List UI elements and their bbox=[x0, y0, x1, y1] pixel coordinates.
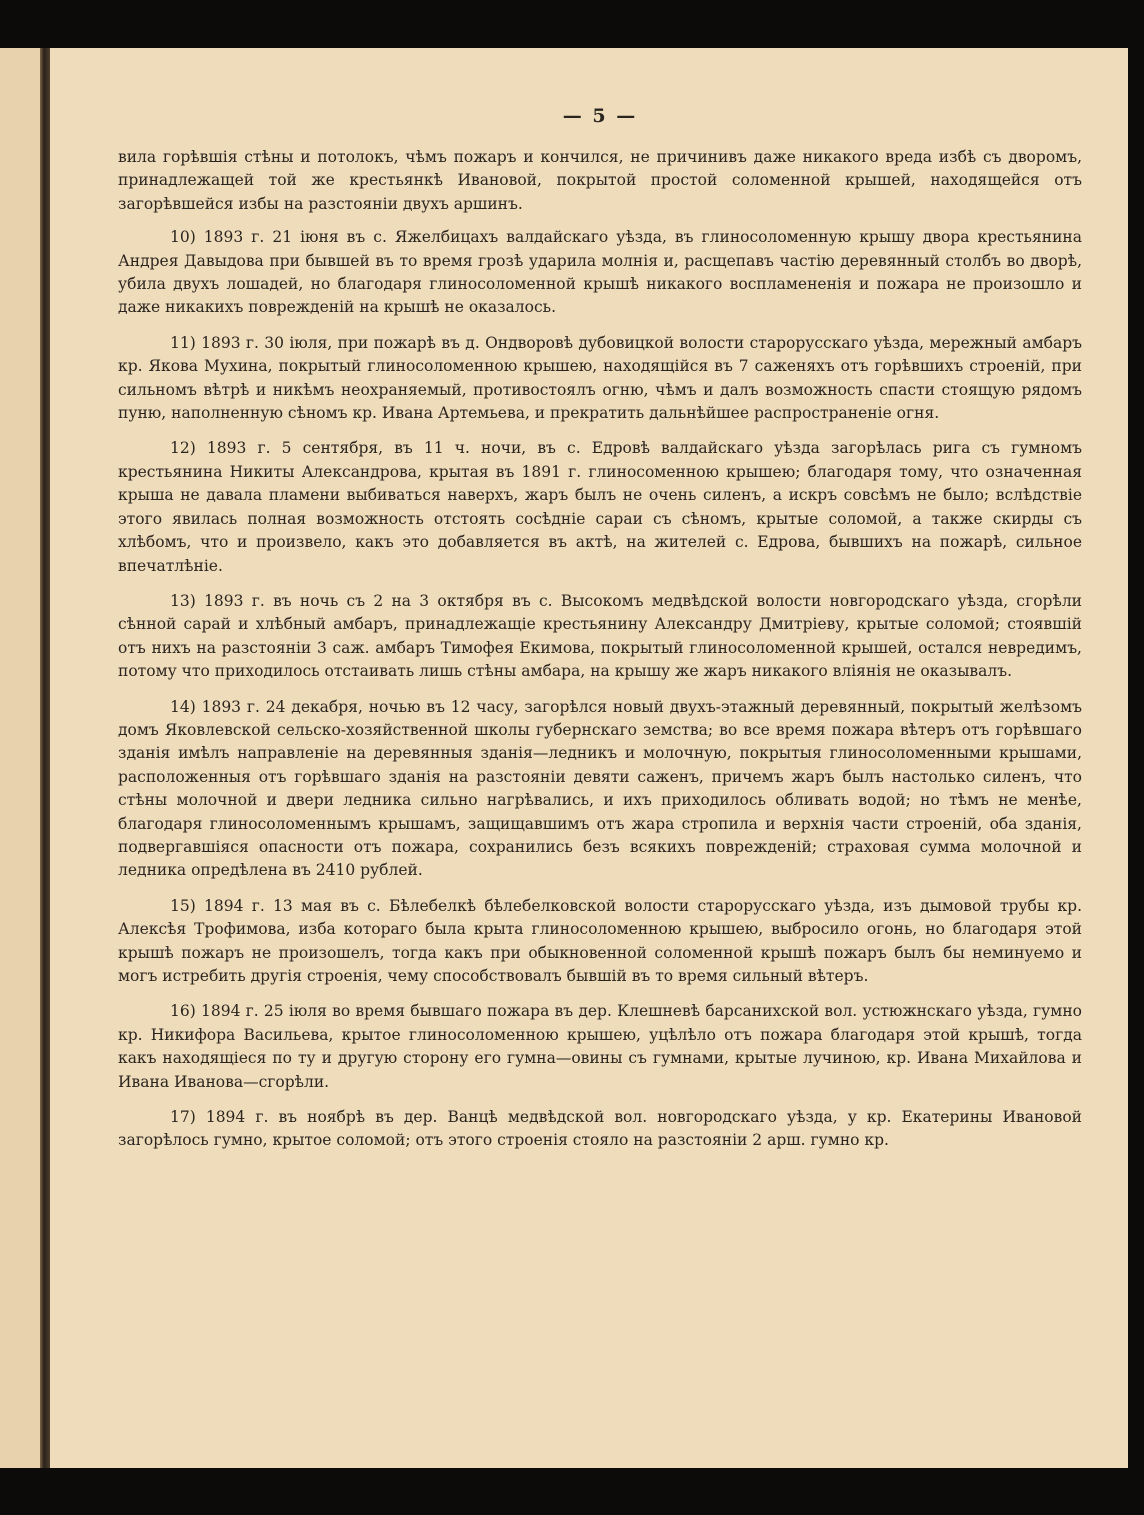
paragraph-item-13: 13) 1893 г. въ ночь съ 2 на 3 октября въ с. Высокомъ медвѣдской волости новгородскаго уѣзда, сгорѣли сѣнной сарай и хлѣбный амбаръ, принадлежащіе крестьянину Александру Дмитріеву, крытые соломой; стоявшій отъ нихъ на разстояніи 3 саж. амбаръ Тимофея Екимова, покрытый глиносоломенной крышей, остался невредимъ, потому что приходилось отстаивать лишь стѣны амбара, на крышу же жаръ никакого вліянія не оказывалъ. bbox=[118, 591, 1082, 681]
paragraph-item-14: 14) 1893 г. 24 декабря, ночью въ 12 часу, загорѣлся новый двухъ-этажный деревянный, покрытый желѣзомъ домъ Яковлевской сельско-хозяйственной школы губернскаго земства; во все время пожара вѣтеръ отъ горѣвшаго зданія имѣлъ направленіе на деревянныя зданія—ледникъ и молочную, покрытыя глиносоломенными крышами, расположенныя отъ горѣвшаго зданія на разстояніи девяти саженъ, причемъ жаръ былъ настолько силенъ, что стѣны молочной и двери ледника сильно нагрѣвались, и ихъ приходилось обливать водой; но тѣмъ не менѣе, благодаря глиносоломеннымъ крышамъ, защищавшимъ отъ жара стропила и верхнія части строеній, оба зданія, подвергавшіяся опасности отъ пожара, сохранились безъ всякихъ поврежденій; страховая сумма молочной и ледника опредѣлена въ 2410 рублей. bbox=[118, 697, 1082, 880]
paragraph-item-16: 16) 1894 г. 25 іюля во время бывшаго пожара въ дер. Клешневѣ барсанихской вол. устюжнскаго уѣзда, гумно кр. Никифора Васильева, крытое глиносоломенною крышею, уцѣлѣло отъ пожара благодаря этой крышѣ, тогда какъ находящіеся по ту и другую сторону его гумна—овины съ гумнами, крытые лучиною, кр. Ивана Михайлова и Ивана Иванова—сгорѣли. bbox=[118, 1002, 1082, 1091]
paragraph-item-10: 10) 1893 г. 21 іюня въ с. Яжелбицахъ валдайскаго уѣзда, въ глиносоломенную крышу двора крестьянина Андрея Давыдова при бывшей въ то время грозѣ ударила молнія и, расщепавъ частію деревянный столбъ во дворѣ, убила двухъ лошадей, но благодаря глиносоломенной крышѣ никакого воспламененія и пожара не произошло и даже никакихъ поврежденій на крышѣ не оказалось. bbox=[118, 228, 1082, 317]
paragraph-item-12: 12) 1893 г. 5 сентября, въ 11 ч. ночи, въ с. Едровѣ валдайскаго уѣзда загорѣлась рига съ гумномъ крестьянина Никиты Александрова, крытая въ 1891 г. глиносоменною крышею; благодаря тому, что означенная крыша не давала пламени выбиваться наверхъ, жаръ былъ не очень силенъ, а искръ совсѣмъ не было; вслѣдствіе этого явилась полная возможность отстоять сосѣдніе сараи съ сѣномъ, крытые соломой, а также скирды съ хлѣбомъ, что и произвело, какъ это добавляется въ актѣ, на жителей с. Едрова, бывшихъ на пожарѣ, сильное впечатлѣніе. bbox=[118, 439, 1082, 575]
book-page bbox=[50, 48, 1128, 1468]
adjacent-page-edge bbox=[0, 48, 40, 1468]
book-gutter bbox=[40, 48, 50, 1468]
paragraph-item-15: 15) 1894 г. 13 мая въ с. Бѣлебелкѣ бѣлебелковской волости старорусскаго уѣзда, изъ дымовой трубы кр. Алексѣя Трофимова, изба котораго была крыта глиносоломенною крышею, выбросило огонь, но благодаря этой крышѣ пожаръ не произошелъ, тогда какъ при обыкновенной соломенной крышѣ пожаръ былъ бы неминуемо и могъ истребить другія строенія, чему способствовалъ бывшій въ то время сильный вѣтеръ. bbox=[118, 896, 1082, 985]
page-number: — 5 — bbox=[562, 105, 638, 127]
paragraph-continuation: вила горѣвшія стѣны и потолокъ, чѣмъ пожаръ и кончился, не причинивъ даже никакого вреда избѣ съ дворомъ, принадлежащей той же крестьянкѣ Ивановой, покрытой простой соломенной крышей, находящейся отъ загорѣвшейся избы на разстояніи двухъ аршинъ. bbox=[118, 148, 1082, 213]
paragraph-item-11: 11) 1893 г. 30 іюля, при пожарѣ въ д. Ондворовѣ дубовицкой волости старорусскаго уѣзда, мережный амбаръ кр. Якова Мухина, покрытый глиносоломенною крышею, находящійся въ 7 саженяхъ отъ горѣвшихъ строеній, при сильномъ вѣтрѣ и никѣмъ неохраняемый, противостоялъ огню, чѣмъ и далъ возможность спасти стоящую рядомъ пуню, наполненную сѣномъ кр. Ивана Артемьева, и прекратить дальнѣйшее распространеніе огня. bbox=[118, 333, 1082, 423]
paragraph-item-17: 17) 1894 г. въ ноябрѣ въ дер. Ванцѣ медвѣдской вол. новгородскаго уѣзда, у кр. Екатерины Ивановой загорѣлось гумно, крытое соломой; отъ этого строенія стояло на разстояніи 2 арш. гумно кр. bbox=[118, 1108, 1082, 1150]
